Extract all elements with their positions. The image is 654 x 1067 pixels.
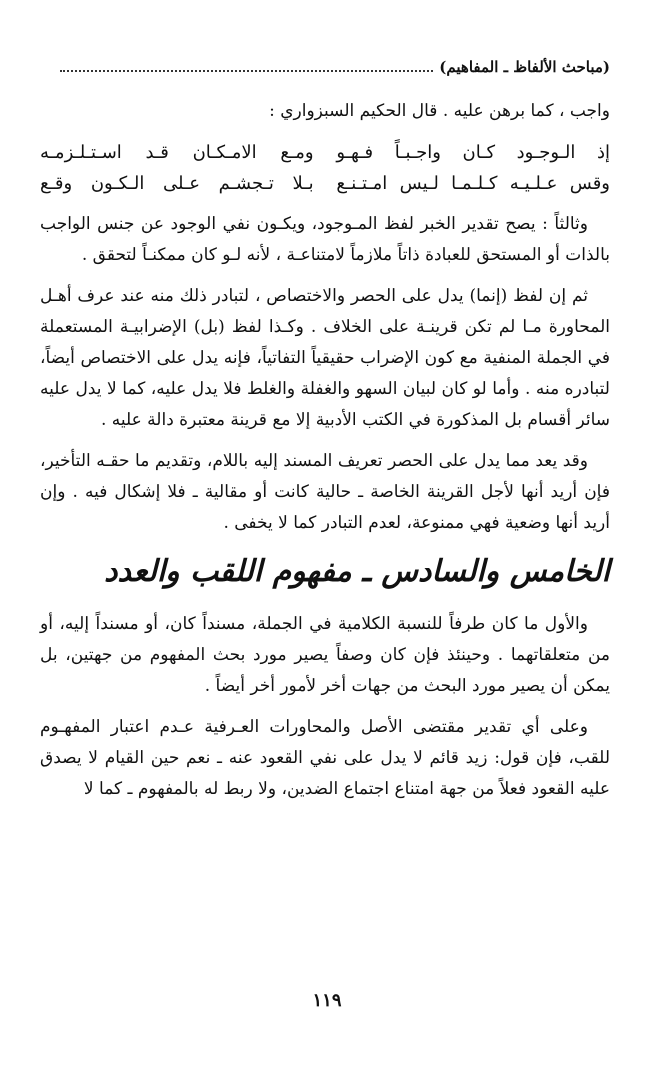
paragraph-5: والأول ما كان طرفاً للنسبة الكلامية في الجملة، مسنداً كان، أو مسنداً إليه، أو من متعلقاتهما . وحينئذ فإن كان وصفاً يصير مورد بحث المفهوم من جهتين، بل يمكن أن يصير مورد البحث من جهات أخر لأمور أخر أيضاً . xyxy=(40,614,610,696)
paragraph-3: ثم إن لفظ (إنما) يدل على الحصر والاختصاص ، لتبادر ذلك منه عند عرف أهـل المحاورة مـا لم تكن قرينـة على الخلاف . وكـذا لفظ (بل) الإضرابيـة المستعملة في الجملة المنفية مع كون الإضراب حقيقياً التفاتياً، فإنه يدل على الاختصاص أيضاً، لتبادره منه . وأما لو كان لبيان السهو والغفلة والغلط فلا يدل عليه، كما لا يدل عليه سائر أقسام بل المذكورة في الكتب الأدبية إلا مع قرينة معتبرة دالة عليه . xyxy=(40,286,610,430)
verse-line-1 xyxy=(40,137,610,168)
verse-2-second-hemistich: بـلا تـجشـم عـلى الـكـون وقـع xyxy=(40,173,314,194)
paragraph-1: واجب ، كما برهن عليه . قال الحكيم السبزواري : xyxy=(269,101,610,121)
section-title: الخامس والسادس ـ مفهوم اللقب والعدد xyxy=(104,554,610,589)
running-title: (مباحث الألفاظ ـ المفاهيم) xyxy=(439,58,610,76)
verse-line-2 xyxy=(40,168,610,199)
paragraph-4: وقد يعد مما يدل على الحصر تعريف المسند إليه باللام، وتقديم ما حقـه التأخير، فإن أريد أنها لأجل القرينة الخاصة ـ حالية كانت أو مقالية ـ فلا إشكال فيه . وإن أريد أنها وضعية فهي ممنوعة، لعدم التبادر كما لا يخفى . xyxy=(40,451,610,533)
header-dot-leader xyxy=(60,70,433,72)
running-header xyxy=(60,58,610,76)
page-number: ١١٩ xyxy=(312,990,342,1011)
paragraph-2: وثالثاً : يصح تقدير الخبر لفظ المـوجود، ويكـون نفي الوجود عن جنس الواجب بالذات أو المستحق للعبادة ذاتاً ملازماً لامتناعـة ، لأنه لـو كان ممكنـاً لتحقق . xyxy=(40,214,610,265)
verse-1-second-hemistich: ومـع الامـكـان قـد اسـتـلـزمـه xyxy=(40,142,314,163)
verse-2-first-hemistich: وقس عـلـيـه كـلـمـا لـيس امـتـنـع xyxy=(336,173,610,194)
paragraph-6: وعلى أي تقدير مقتضى الأصل والمحاورات العـرفية عـدم اعتبار المفهـوم للقب، فإن قول: زيد قائم لا يدل على نفي القعود عنه ـ نعم حين القيام لا يصدق عليه القعود فعلاً من جهة امتناع اجتماع الضدين، ولا ربط له بالمفهوم ـ كما لا xyxy=(40,717,610,799)
verse-1-first-hemistich: إذ الـوجـود كـان واجـبـاً فـهـو xyxy=(336,142,610,163)
main-text xyxy=(40,96,610,815)
poem-verses xyxy=(40,137,610,199)
